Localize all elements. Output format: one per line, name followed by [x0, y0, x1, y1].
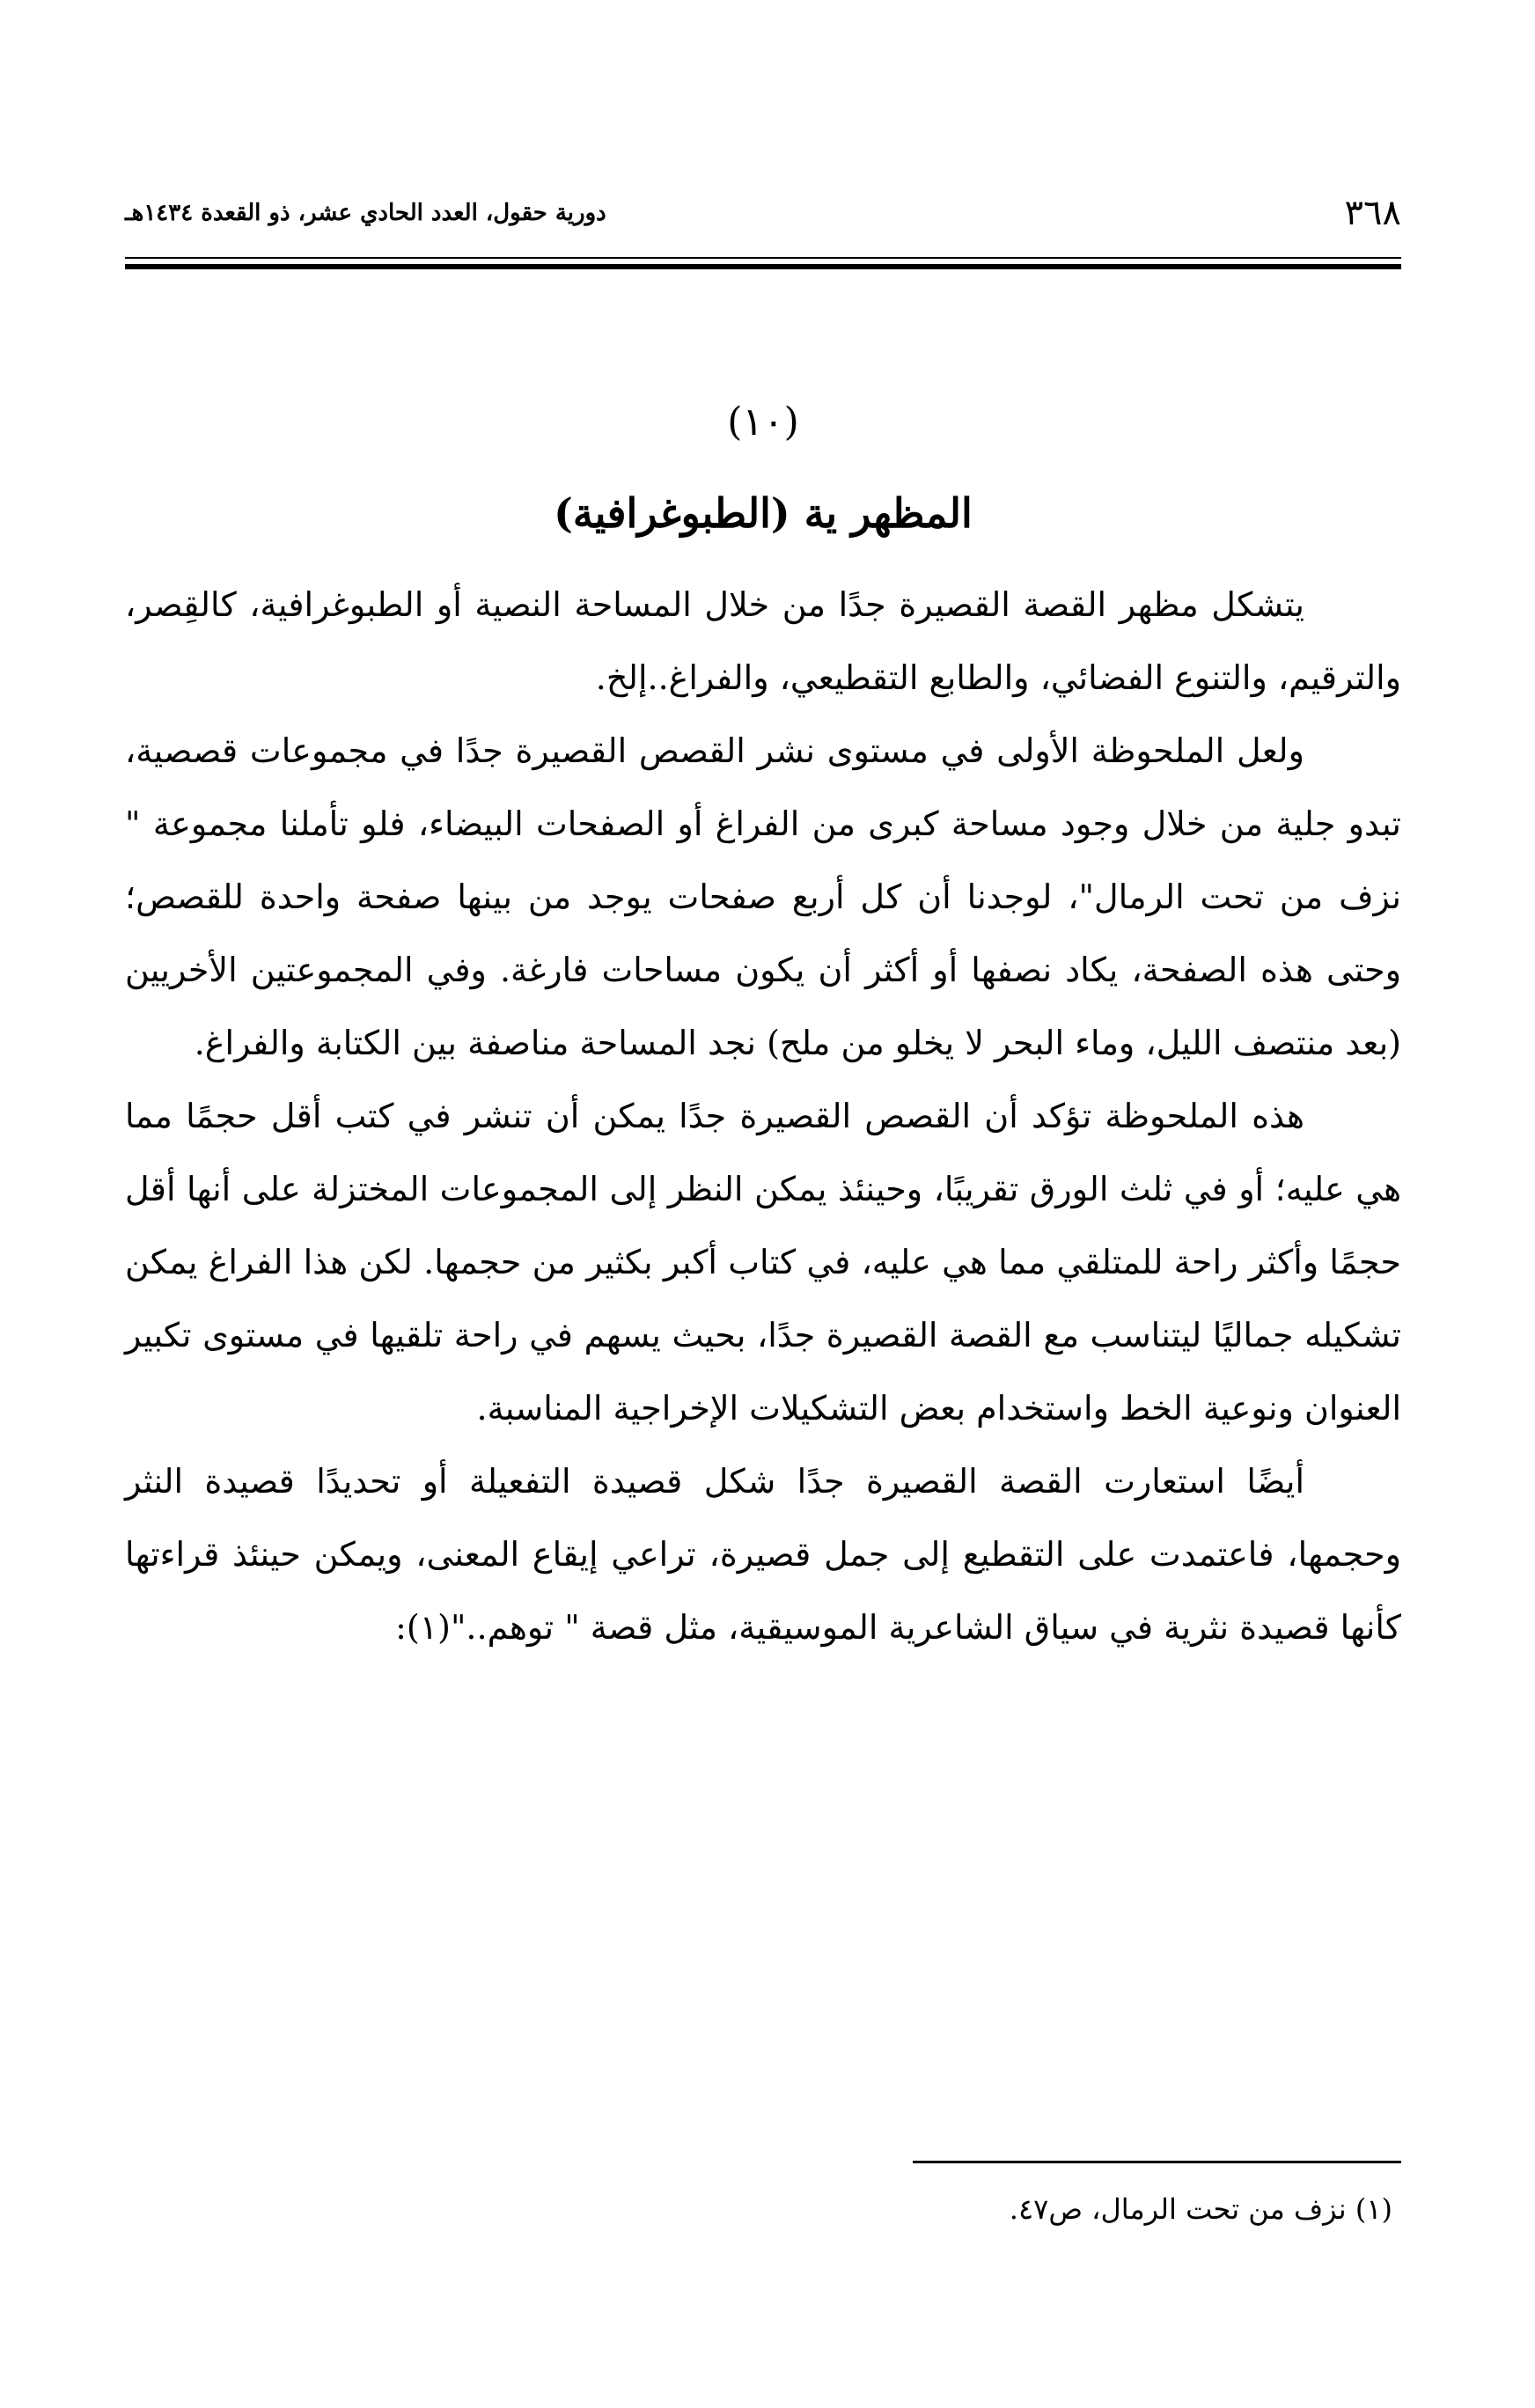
header-rule-thin — [125, 257, 1401, 259]
footnote-rule — [913, 2161, 1401, 2163]
footnote: (١) نزف من تحت الرمال، ص٤٧. — [1009, 2192, 1392, 2226]
running-header — [125, 187, 1401, 239]
paragraph-2: ولعل الملحوظة الأولى في مستوى نشر القصص القصيرة جدًا في مجموعات قصصية، تبدو جلية من خلال وجود مساحة كبرى من الفراغ أو الصفحات البيضاء، فلو تأملنا مجموعة " نزف من تحت الرمال"، لوجدنا أن كل أربع صفحات يوجد من بينها صفحة واحدة للقصص؛ وحتى هذه الصفحة، يكاد نصفها أو أكثر أن يكون مساحات فارغة. وفي المجموعتين الأخريين (بعد منتصف الليل، وماء البحر لا يخلو من ملح) نجد المساحة مناصفة بين الكتابة والفراغ. — [125, 731, 1401, 1062]
page-number: ٣٦٨ — [1344, 193, 1401, 233]
journal-info: دورية حقول، العدد الحادي عشر، ذو القعدة ١٤٣٤هـ — [125, 200, 606, 226]
body-text — [125, 569, 1401, 1664]
section-title: المظهر ية (الطبوغرافية) — [554, 489, 973, 537]
section-number: (١٠) — [727, 400, 799, 444]
header-rule-thick — [125, 264, 1401, 269]
paragraph-3: هذه الملحوظة تؤكد أن القصص القصيرة جدًا يمكن أن تنشر في كتب أقل حجمًا مما هي عليه؛ أو في ثلث الورق تقريبًا، وحينئذ يمكن النظر إلى المجموعات المختزلة على أنها أقل حجمًا وأكثر راحة للمتلقي مما هي عليه، في كتاب أكبر بكثير من حجمها. لكن هذا الفراغ يمكن تشكيله جماليًا ليتناسب مع القصة القصيرة جدًا، بحيث يسهم في راحة تلقيها في مستوى تكبير العنوان ونوعية الخط واستخدام بعض التشكيلات الإخراجية المناسبة. — [125, 1097, 1401, 1428]
paragraph-1: يتشكل مظهر القصة القصيرة جدًا من خلال المساحة النصية أو الطبوغرافية، كالقِصر، والترقيم، والتنوع الفضائي، والطابع التقطيعي، والفراغ..إلخ. — [125, 585, 1401, 697]
paragraph-4: أيضًا استعارت القصة القصيرة جدًا شكل قصيدة التفعيلة أو تحديدًا قصيدة النثر وحجمها، فاعتمدت على التقطيع إلى جمل قصيرة، تراعي إيقاع المعنى، ويمكن حينئذ قراءتها كأنها قصيدة نثرية في سياق الشاعرية الموسيقية، مثل قصة " توهم.."(١): — [125, 1462, 1401, 1647]
